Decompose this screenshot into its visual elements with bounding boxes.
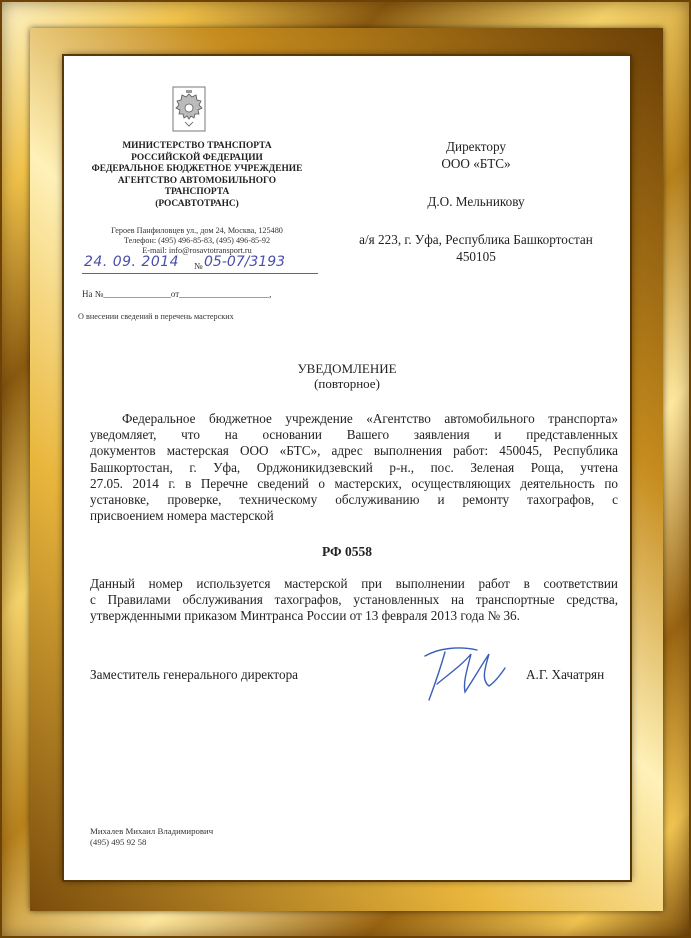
document-title [64, 361, 630, 391]
sender-phone: Телефон: (495) 496-85-83, (495) 496-85-92 [123, 236, 271, 245]
sender-header [76, 141, 318, 210]
title-main: УВЕДОМЛЕНИЕ [297, 361, 397, 376]
reference-underline [82, 273, 318, 274]
body-line: 27.05. 2014 г. в Перечне сведений о мастерских, осуществляющих деятельность по [90, 475, 618, 491]
addressee-line: а/я 223, г. Уфа, Республика Башкортостан [359, 232, 593, 247]
sender-line: ФЕДЕРАЛЬНОЕ БЮДЖЕТНОЕ УЧРЕЖДЕНИЕ [91, 164, 303, 174]
letter-subject: О внесении сведений в перечень мастерских [78, 312, 234, 321]
incoming-reference: На №_______________от____________________, [82, 289, 272, 299]
reference-date: 24. 09. 2014 [84, 254, 180, 270]
body-line: установке, проверке, техническому обслуживанию и ремонту тахографов, с [90, 491, 618, 507]
signer-name: А.Г. Хачатрян [526, 667, 605, 682]
sender-line: ТРАНСПОРТА [164, 187, 230, 197]
sender-line: РОССИЙСКОЙ ФЕДЕРАЦИИ [131, 152, 263, 163]
reference-number: 05-07/3193 [204, 254, 286, 270]
body-line: Федеральное бюджетное учреждение «Агентство автомобильного транспорта» [122, 411, 618, 426]
body-line: присвоением номера мастерской [90, 508, 274, 524]
sender-contacts [76, 226, 318, 256]
signer-title: Заместитель генерального директора [90, 667, 299, 682]
coat-of-arms-icon [172, 86, 206, 132]
letter-page [64, 56, 630, 880]
body2-line: утвержденными приказом Минтранса России от 13 февраля 2013 года № 36. [90, 608, 520, 624]
body-line: Башкортостан, г. Уфа, Орджоникидзевский р-н., пос. Зеленая Роща, учтена [90, 459, 618, 475]
usage-paragraph [90, 576, 618, 625]
executor-info [90, 826, 213, 848]
body2-line: Данный номер используется мастерской при выполнении работ в соответствии [90, 576, 618, 591]
sender-address: Героев Панфиловцев ул., дом 24, Москва, 125480 [111, 226, 283, 235]
addressee-line: Директору [446, 139, 506, 154]
addressee-line: 450105 [456, 249, 496, 264]
executor-phone: (495) 495 92 58 [90, 837, 147, 847]
handwritten-signature-icon [419, 644, 509, 704]
addressee-line: Д.О. Мельникову [427, 194, 525, 209]
body-line: уведомляет, что на основании Вашего заявления и представленных [90, 427, 618, 443]
sender-line: (РОСАВТОТРАНС) [155, 198, 239, 209]
body2-line: с Правилами обслуживания тахографов, установленных на транспортные средства, [90, 592, 618, 608]
executor-name: Михалев Михаил Владимирович [90, 826, 214, 836]
workshop-code: РФ 0558 [322, 544, 372, 559]
title-sub: (повторное) [314, 376, 380, 391]
addressee-line: ООО «БТС» [441, 156, 511, 171]
sender-email: E-mail: info@rosavtotransport.ru [142, 246, 252, 255]
body-line: документов мастерская ООО «БТС», адрес выполнения работ: 450045, Республика [90, 443, 618, 459]
sender-line: МИНИСТЕРСТВО ТРАНСПОРТА [122, 141, 272, 151]
notice-body [90, 411, 618, 524]
addressee-block [326, 138, 626, 265]
outgoing-reference [76, 256, 324, 276]
reference-no-label: № [194, 261, 203, 271]
sender-line: АГЕНТСТВО АВТОМОБИЛЬНОГО [117, 175, 277, 186]
